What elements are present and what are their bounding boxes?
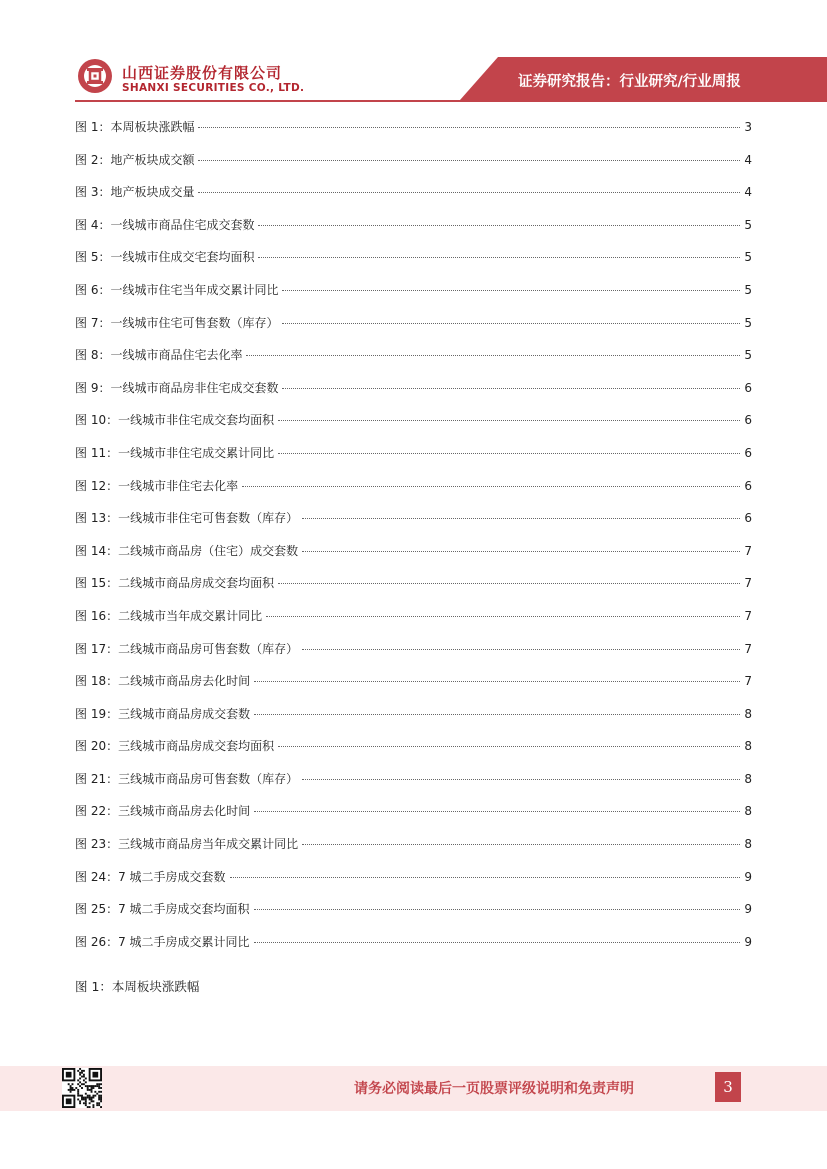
toc-entry-label: 图 11：一线城市非住宅成交累计同比 (75, 445, 275, 460)
toc-entry-page: 6 (744, 511, 752, 526)
header-divider (75, 100, 827, 102)
company-name-en: SHANXI SECURITIES CO., LTD. (122, 82, 305, 94)
toc-entry[interactable] (75, 183, 752, 216)
toc-leader-dots (254, 909, 741, 910)
figure-caption: 图 1：本周板块涨跌幅 (75, 979, 200, 994)
toc-entry-page: 9 (744, 934, 752, 949)
toc-leader-dots (230, 877, 741, 878)
toc-leader-dots (198, 192, 740, 193)
toc-leader-dots (246, 355, 740, 356)
toc-entry-label: 图 21：三线城市商品房可售套数（库存） (75, 771, 299, 786)
toc-entry-label: 图 3：地产板块成交量 (75, 185, 195, 200)
qr-code-icon (62, 1068, 102, 1108)
toc-entry-label: 图 7：一线城市住宅可售套数（库存） (75, 315, 279, 330)
toc-entry[interactable] (75, 640, 752, 673)
toc-leader-dots (266, 616, 740, 617)
toc-entry-page: 6 (744, 478, 752, 493)
toc-leader-dots (198, 160, 740, 161)
toc-entry-label: 图 15：二线城市商品房成交套均面积 (75, 576, 275, 591)
toc-entry-page: 9 (744, 869, 752, 884)
toc-entry-page: 6 (744, 380, 752, 395)
toc-entry-page: 5 (744, 315, 752, 330)
toc-leader-dots (254, 811, 740, 812)
toc-leader-dots (278, 453, 740, 454)
toc-entry[interactable] (75, 216, 752, 249)
toc-entry-label: 图 2：地产板块成交额 (75, 152, 195, 167)
toc-entry-page: 5 (744, 348, 752, 363)
toc-leader-dots (254, 714, 740, 715)
toc-leader-dots (258, 257, 740, 258)
toc-entry-page: 8 (744, 706, 752, 721)
toc-entry-label: 图 4：一线城市商品住宅成交套数 (75, 217, 255, 232)
toc-leader-dots (302, 649, 740, 650)
toc-entry[interactable] (75, 346, 752, 379)
page-number: 3 (715, 1072, 741, 1102)
company-logo-icon (77, 58, 113, 94)
toc-entry-page: 5 (744, 217, 752, 232)
toc-entry-label: 图 5：一线城市住成交宅套均面积 (75, 250, 255, 265)
toc-entry-page: 7 (744, 608, 752, 623)
toc-leader-dots (198, 127, 740, 128)
toc-entry[interactable] (75, 607, 752, 640)
toc-entry-label: 图 25：7 城二手房成交套均面积 (75, 902, 250, 917)
report-type: 证券研究报告：行业研究/行业周报 (518, 74, 741, 90)
toc-entry[interactable] (75, 118, 752, 151)
toc-leader-dots (258, 225, 740, 226)
toc-entry-page: 8 (744, 804, 752, 819)
toc-entry-page: 7 (744, 674, 752, 689)
page-header (0, 0, 827, 108)
toc-entry-page: 3 (744, 120, 752, 134)
toc-entry-page: 8 (744, 837, 752, 852)
toc-entry[interactable] (75, 770, 752, 803)
toc-leader-dots (278, 583, 740, 584)
toc-entry-page: 5 (744, 282, 752, 297)
toc-entry-page: 7 (744, 543, 752, 558)
toc-entry-label: 图 12：一线城市非住宅去化率 (75, 478, 239, 493)
toc-entry-page: 4 (744, 152, 752, 167)
toc-entry-label: 图 17：二线城市商品房可售套数（库存） (75, 641, 299, 656)
toc-entry-label: 图 16：二线城市当年成交累计同比 (75, 608, 263, 623)
toc-entry-label: 图 24：7 城二手房成交套数 (75, 869, 226, 884)
toc-entry-page: 6 (744, 413, 752, 428)
toc-entry-page: 7 (744, 576, 752, 591)
toc-entry[interactable] (75, 672, 752, 705)
toc-entry[interactable] (75, 151, 752, 184)
toc-entry[interactable] (75, 248, 752, 281)
toc-entry[interactable] (75, 737, 752, 770)
toc-entry-label: 图 14：二线城市商品房（住宅）成交套数 (75, 543, 299, 558)
toc-entry-page: 8 (744, 739, 752, 754)
toc-leader-dots (302, 844, 740, 845)
toc-leader-dots (302, 779, 740, 780)
toc-leader-dots (302, 518, 740, 519)
toc-entry-label: 图 20：三线城市商品房成交套均面积 (75, 739, 275, 754)
toc-entry[interactable] (75, 900, 752, 933)
toc-leader-dots (278, 420, 740, 421)
toc-entry-label: 图 1：本周板块涨跌幅 (75, 120, 195, 134)
toc-entry[interactable] (75, 574, 752, 607)
toc-entry-page: 4 (744, 185, 752, 200)
toc-entry[interactable] (75, 802, 752, 835)
toc-entry-label: 图 18：二线城市商品房去化时间 (75, 674, 251, 689)
toc-entry-label: 图 6：一线城市住宅当年成交累计同比 (75, 282, 279, 297)
toc-leader-dots (254, 681, 740, 682)
toc-entry-label: 图 10：一线城市非住宅成交套均面积 (75, 413, 275, 428)
toc-entry-page: 8 (744, 771, 752, 786)
toc-entry-label: 图 23：三线城市商品房当年成交累计同比 (75, 837, 299, 852)
toc-entry[interactable] (75, 411, 752, 444)
toc-entry-page: 5 (744, 250, 752, 265)
toc-leader-dots (278, 746, 740, 747)
toc-entry-page: 6 (744, 445, 752, 460)
toc-entry[interactable] (75, 705, 752, 738)
toc-entry[interactable] (75, 444, 752, 477)
toc-entry[interactable] (75, 477, 752, 510)
toc-entry[interactable] (75, 509, 752, 542)
toc-leader-dots (242, 486, 740, 487)
toc-entry-label: 图 8：一线城市商品住宅去化率 (75, 348, 243, 363)
toc-entry[interactable] (75, 835, 752, 868)
toc-entry-label: 图 9：一线城市商品房非住宅成交套数 (75, 380, 279, 395)
toc-entry[interactable] (75, 281, 752, 314)
toc-entry-label: 图 19：三线城市商品房成交套数 (75, 706, 251, 721)
toc-entry[interactable] (75, 933, 752, 966)
toc-entry-label: 图 13：一线城市非住宅可售套数（库存） (75, 511, 299, 526)
toc-leader-dots (282, 323, 740, 324)
disclaimer-text: 请务必阅读最后一页股票评级说明和免责声明 (354, 1081, 634, 1097)
toc-entry[interactable] (75, 379, 752, 412)
toc-entry[interactable] (75, 868, 752, 901)
toc-entry-label: 图 22：三线城市商品房去化时间 (75, 804, 251, 819)
toc-entry-page: 9 (744, 902, 752, 917)
toc-entry-page: 7 (744, 641, 752, 656)
toc-leader-dots (282, 388, 740, 389)
toc-entry-label: 图 26：7 城二手房成交累计同比 (75, 934, 250, 949)
figure-index (75, 118, 752, 965)
toc-leader-dots (254, 942, 741, 943)
toc-leader-dots (282, 290, 740, 291)
company-name-cn: 山西证券股份有限公司 (122, 64, 283, 82)
toc-entry[interactable] (75, 542, 752, 575)
toc-leader-dots (302, 551, 740, 552)
toc-entry[interactable] (75, 314, 752, 347)
